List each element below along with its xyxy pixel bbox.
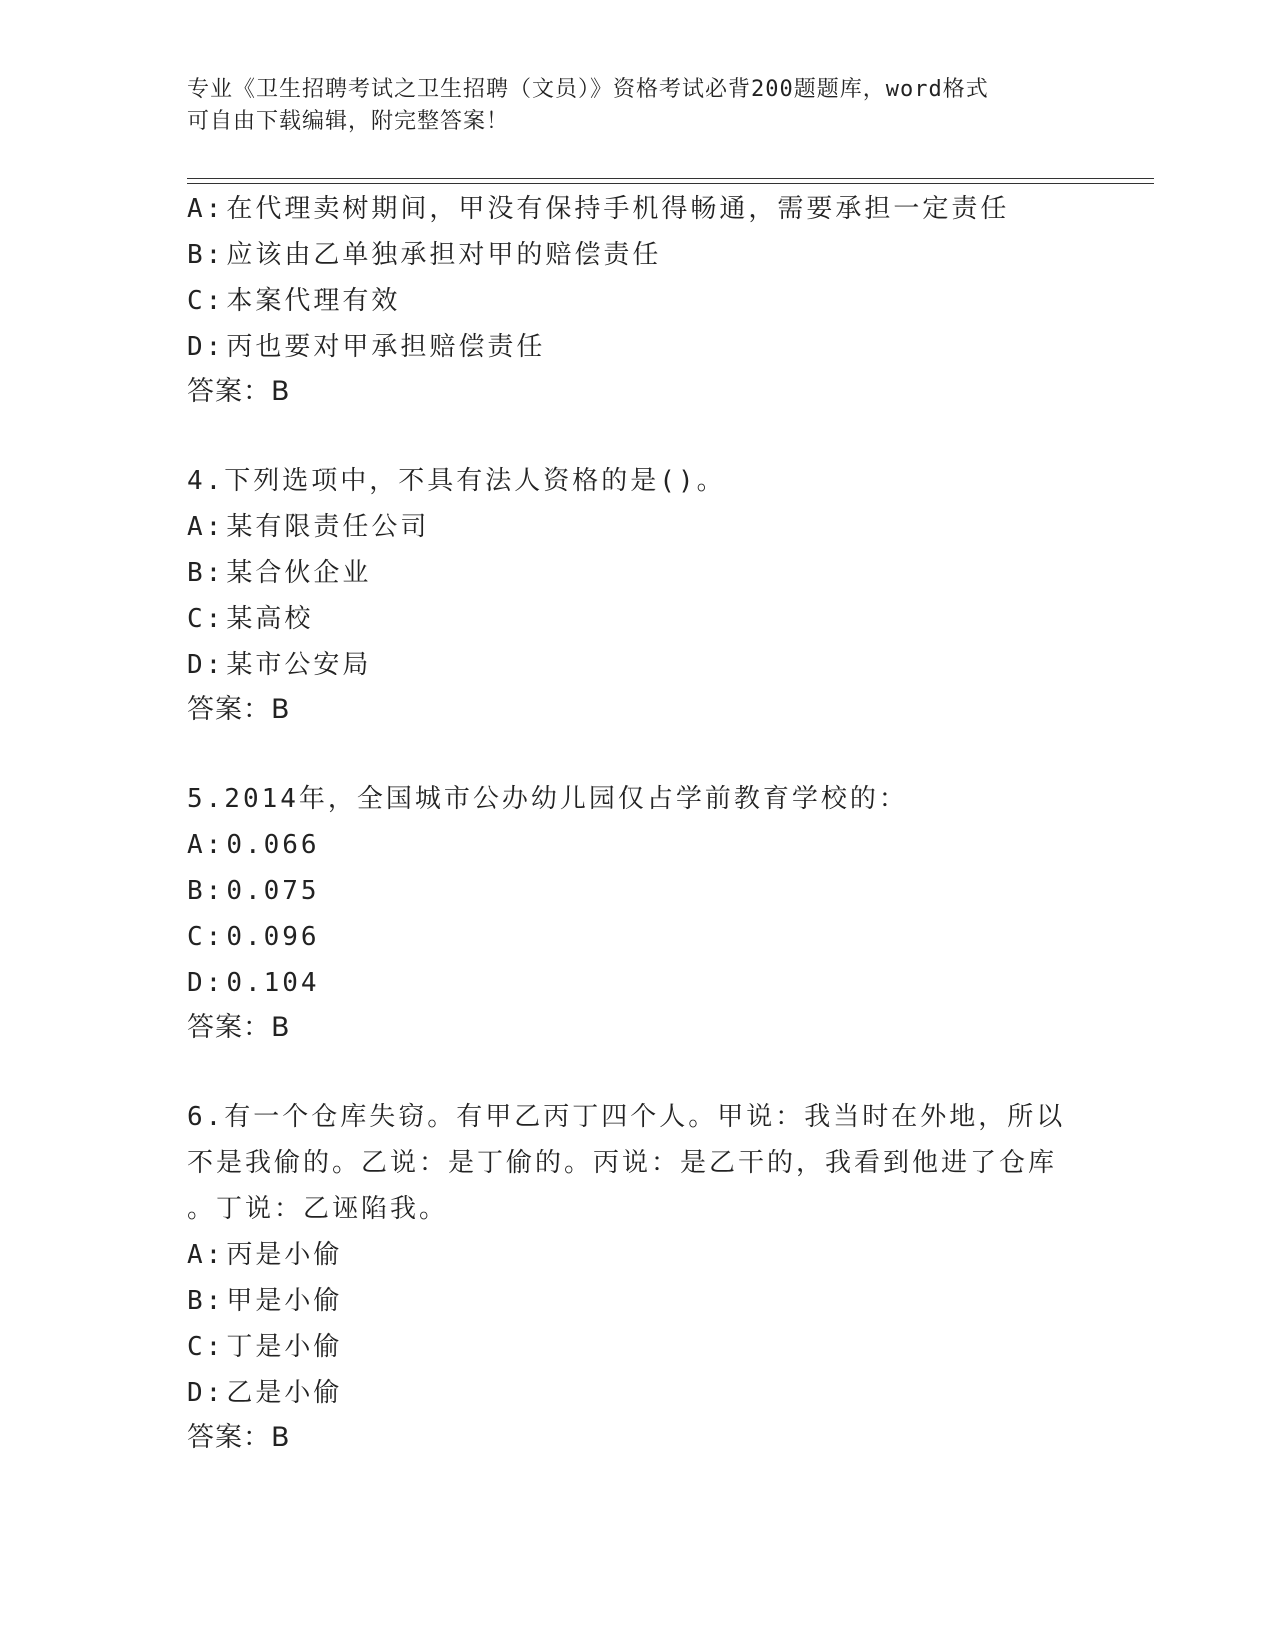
option-text: 0.066 — [226, 830, 320, 860]
document-header — [187, 74, 1067, 138]
option-text: 甲是小偷 — [226, 1286, 343, 1316]
question-stem-line-2: 不是我偷的。乙说：是丁偷的。丙说：是乙干的，我看到他进了仓库 — [187, 1148, 1058, 1178]
option-a — [187, 504, 1087, 550]
answer-line: 答案：B — [187, 694, 291, 725]
option-text: 某高校 — [226, 604, 314, 634]
answer-line: 答案：B — [187, 1012, 291, 1043]
option-text: 丁是小偷 — [226, 1332, 343, 1362]
option-c — [187, 596, 1087, 642]
document-body — [187, 186, 1087, 1460]
header-line-1: 专业《卫生招聘考试之卫生招聘（文员）》资格考试必背200题题库，word格式 — [187, 77, 989, 102]
option-a — [187, 186, 1087, 232]
option-a — [187, 822, 1087, 868]
option-text: 0.104 — [226, 968, 320, 998]
option-letter: A: — [187, 194, 225, 224]
option-b — [187, 1278, 1087, 1324]
option-d — [187, 1370, 1087, 1416]
option-text: 本案代理有效 — [226, 286, 401, 316]
option-letter: D: — [187, 650, 225, 680]
option-d — [187, 324, 1087, 370]
option-b — [187, 232, 1087, 278]
option-letter: B: — [187, 240, 225, 270]
option-letter: A: — [187, 830, 225, 860]
answer-line: 答案：B — [187, 376, 291, 407]
question-stem: 4.下列选项中，不具有法人资格的是()。 — [187, 466, 726, 496]
question-4 — [187, 458, 1087, 732]
option-letter: A: — [187, 1240, 225, 1270]
option-a — [187, 1232, 1087, 1278]
option-text: 某市公安局 — [226, 650, 372, 680]
option-text: 丙也要对甲承担赔偿责任 — [226, 332, 546, 362]
option-letter: D: — [187, 968, 225, 998]
option-text: 应该由乙单独承担对甲的赔偿责任 — [226, 240, 662, 270]
option-text: 丙是小偷 — [226, 1240, 343, 1270]
option-letter: C: — [187, 922, 225, 952]
option-letter: B: — [187, 876, 225, 906]
option-text: 乙是小偷 — [226, 1378, 343, 1408]
option-text: 0.075 — [226, 876, 320, 906]
option-c — [187, 278, 1087, 324]
option-text: 某有限责任公司 — [226, 512, 430, 542]
option-d — [187, 642, 1087, 688]
question-6 — [187, 1094, 1087, 1460]
option-letter: C: — [187, 1332, 225, 1362]
question-stem-line-1: 6.有一个仓库失窃。有甲乙丙丁四个人。甲说：我当时在外地，所以 — [187, 1102, 1066, 1132]
question-5 — [187, 776, 1087, 1050]
question-stem-line-3: 。丁说：乙诬陷我。 — [187, 1194, 449, 1224]
question-stem: 5.2014年，全国城市公办幼儿园仅占学前教育学校的： — [187, 784, 908, 814]
option-letter: C: — [187, 286, 225, 316]
option-d — [187, 960, 1087, 1006]
header-line-2: 可自由下载编辑，附完整答案！ — [187, 109, 510, 134]
option-letter: D: — [187, 1378, 225, 1408]
header-divider-bottom — [187, 183, 1154, 184]
option-letter: C: — [187, 604, 225, 634]
option-b — [187, 550, 1087, 596]
option-text: 在代理卖树期间，甲没有保持手机得畅通，需要承担一定责任 — [226, 194, 1010, 224]
header-divider-top — [187, 178, 1154, 179]
question-3-continued — [187, 186, 1087, 414]
option-b — [187, 868, 1087, 914]
option-letter: B: — [187, 1286, 225, 1316]
option-text: 某合伙企业 — [226, 558, 372, 588]
option-letter: D: — [187, 332, 225, 362]
answer-line: 答案：B — [187, 1422, 291, 1453]
option-c — [187, 1324, 1087, 1370]
option-text: 0.096 — [226, 922, 320, 952]
option-c — [187, 914, 1087, 960]
option-letter: B: — [187, 558, 225, 588]
option-letter: A: — [187, 512, 225, 542]
